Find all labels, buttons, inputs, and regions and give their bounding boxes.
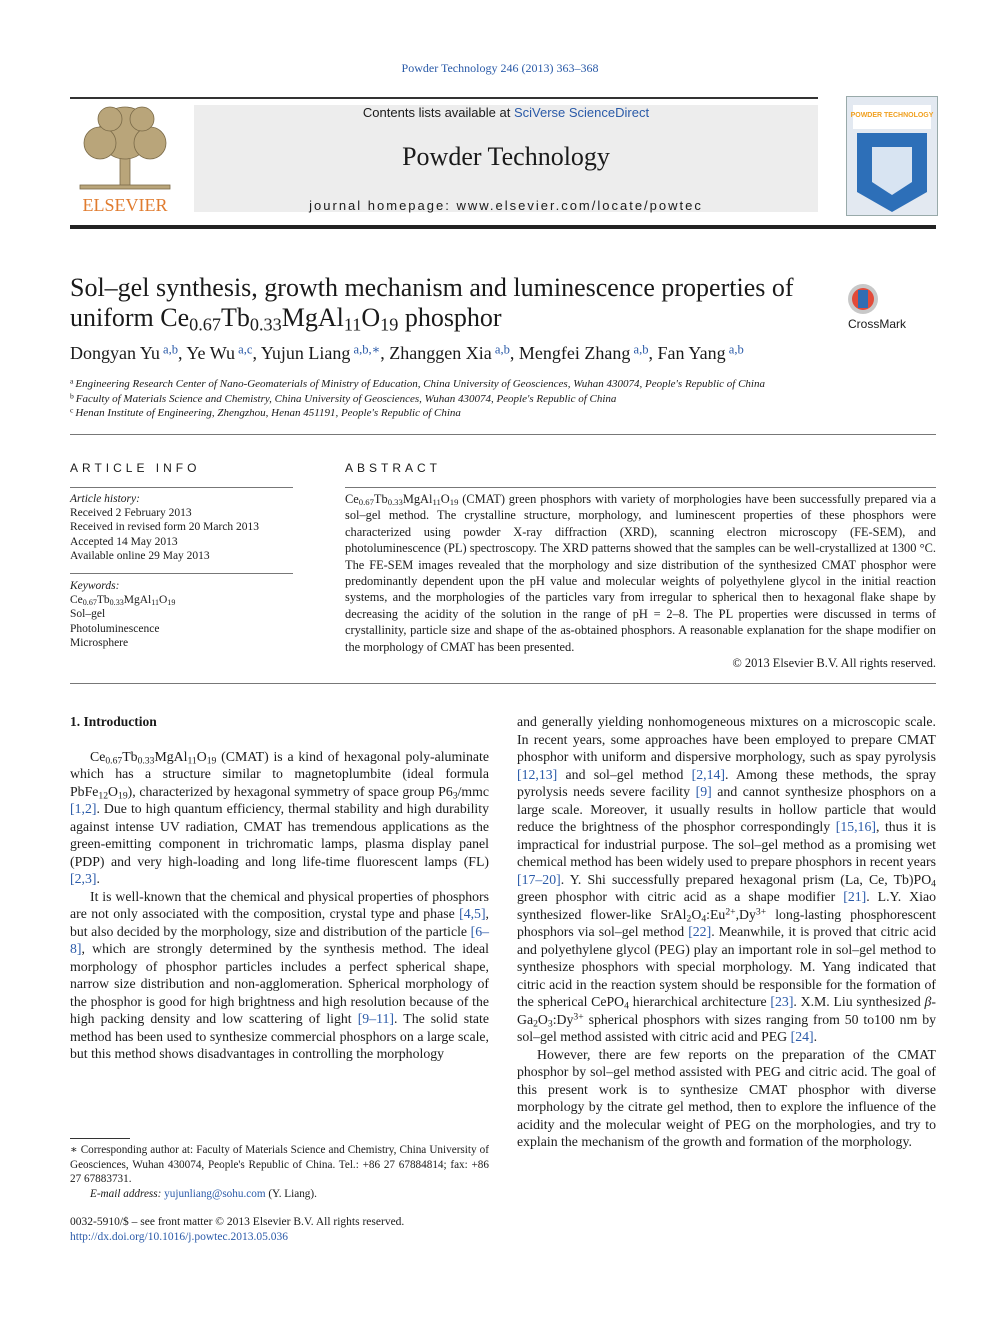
journal-header [70,97,818,215]
divider [70,683,936,684]
journal-homepage[interactable]: journal homepage: www.elsevier.com/locate/powtec [309,198,703,213]
affiliation-text: Engineering Research Center of Nano-Geomaterials of Ministry of Education, China University of Geosciences, Wuhan 430074, People's Republic of China [75,378,765,390]
author-name[interactable]: Fan Yang [657,343,726,363]
affiliation-item [70,406,765,421]
keywords-label: Keywords: [70,580,120,592]
svg-text:POWDER TECHNOLOGY: POWDER TECHNOLOGY [850,112,934,119]
citation-link[interactable]: [4,5] [459,906,486,921]
crossmark-badge[interactable]: CrossMark [846,282,938,316]
title-line-2: uniform $Ce_{0.67}Tb_{0.33}MgAl_{11}O_{19}$ phosphor [70,303,502,335]
paragraph: $Ce_{0.67}Tb_{0.33}MgAl_{11}O_{19}$ (CMAT) is a kind of hexagonal poly-aluminate which has a structure similar to magnetoplumbite (ideal formula $PbFe_{12}O_{19}$), characterized by hexagonal symmetry of space group $P6_3$/mmc [1,2]. Due to high quantum efficiency, thermal stability and high durability against intense UV radiation, CMAT has tremendous applications as the green-emitting component in trichromatic lamps, plasma display panel (PDP) and very high-loading and long life-time fluorescent lamps (FL) [2,3]. [70,748,489,886]
journal-cover-thumbnail [846,96,938,216]
keyword-item: $Ce_{0.67}Tb_{0.33}MgAl_{11}O_{19}$ [70,594,176,608]
issn-line: 0032-5910/$ – see front matter © 2013 Elsevier B.V. All rights reserved. [70,1216,405,1228]
citation-link[interactable]: [9] [695,784,712,799]
body-column-right [517,713,936,1151]
author-affiliation-mark[interactable]: a,b,∗ [350,342,381,357]
keyword-item: Sol–gel [70,608,106,621]
journal-cover-image [847,97,937,215]
issn-block [70,1215,404,1244]
affiliations [70,377,765,421]
header-bottom-rule [70,225,936,229]
svg-text:ELSEVIER: ELSEVIER [82,195,168,213]
affiliation-item [70,377,765,392]
citation-link[interactable]: [23] [770,994,794,1009]
affiliation-mark: c [70,405,76,415]
citation-link[interactable]: [2,14] [691,766,726,782]
footnote-text: ∗ Corresponding author at: Faculty of Materials Science and Chemistry, China University of Geosciences, Wuhan 430074, People's Republic of China. Tel.: +86 27 67884814; fax: +86 27 67883731. [70,1144,489,1185]
author-name[interactable]: Dongyan Yu [70,343,160,363]
footnote-email: E-mail address: yujunliang@sohu.com (Y. Liang). [90,1187,317,1200]
doi-link[interactable]: http://dx.doi.org/10.1016/j.powtec.2013.05.036 [70,1230,288,1243]
citation-link[interactable]: [24] [790,1029,814,1044]
author-name[interactable]: Zhanggen Xia [389,343,492,363]
section-title: 1. Introduction [70,714,157,729]
citation-link[interactable]: [17–20] [517,871,561,887]
elsevier-logo [70,103,180,213]
divider [70,573,293,574]
paragraph: However, there are few reports on the preparation of the CMAT phosphor by sol–gel method assisted with PEG and citric acid. The goal of this present work is to synthesize CMAT phosphor with diverse morphology by the citrate gel method, then to explore the influence of the acidity and the molecular weight of PEG on the morphologies, and try to explain the mechanism of the growth and formation of the morphology. [517,1046,936,1149]
author-list: Dongyan Yu $^{a,b}$, Ye Wu $^{a,c}$, Yujun Liang $^{a,b,∗}$, Zhanggen Xia $^{a,b}$, Mengfei Zhang $^{a,b}$, Fan Yang $^{a,b}$ [70,342,744,363]
citation-link[interactable]: [6–8] [70,923,489,956]
citation-link[interactable]: [2,3] [70,871,97,886]
footnote-rule [70,1138,130,1139]
citation-link[interactable]: [21] [843,889,867,904]
divider [70,487,293,488]
body-column-left [70,713,489,1063]
abstract-text: $Ce_{0.67}Tb_{0.33}MgAl_{11}O_{19}$ (CMAT) green phosphors with variety of morphologies have been successfully prepared via a sol–gel method. The crystalline structure, morphology, and luminescent properties of these phosphors were characterized using powder X-ray diffraction (XRD), scanning electron microscopy (FE-SEM), and photoluminescence (PL) spectroscopy. The XRD patterns showed that the samples can be well-crystallized at 1300 °C. The FE-SEM images revealed that the morphology and size distribution of the synthesized CMAT phosphor were predominantly dependent upon the pH value and molecular weights of polyethylene glycol in the initial reaction systems, and the morphologies of the particles vary from irregular to spherical then to hexagonal flake shape by decreasing the acidity of the solution in the range of pH = 2–8. The PL properties were discussed in terms of crystallinity, particle size and shape of the as-obtained phosphors. A reasonable explanation for the shape modifier on the morphology of CMAT has been presented. [345,492,936,654]
keyword-item: Photoluminescence [70,622,160,635]
history-online: Available online 29 May 2013 [70,549,210,562]
affiliation-text: Henan Institute of Engineering, Zhengzhou, Henan 451191, People's Republic of China [75,407,461,419]
affiliation-mark: a [70,376,76,386]
affiliation-mark: b [70,391,76,401]
affiliation-text: Faculty of Materials Science and Chemistry, China University of Geosciences, Wuhan 430074, People's Republic of China [75,392,617,405]
abstract-heading: ABSTRACT [345,461,442,475]
email-link[interactable]: yujunliang@sohu.com [164,1187,266,1200]
history-accepted: Accepted 14 May 2013 [70,535,178,548]
crossmark-icon [846,282,880,316]
author-name[interactable]: Mengfei Zhang [518,343,631,363]
author-affiliation-mark[interactable]: a,b [725,342,744,357]
article-history [70,492,259,563]
author-name[interactable]: Ye Wu [186,343,235,363]
citation-link[interactable]: [9–11] [357,1011,394,1026]
article-title [70,273,830,333]
paragraph: and generally yielding nonhomogeneous mixtures on a microscopic scale. In recent years, some approaches have been employed to prepare CMAT phosphor with uniform and dispersive morphology, such as spay pyrolysis [12,13] and sol–gel method [2,14]. Among these methods, the spray pyrolysis needs severe facility [9] and cannot synthesize phosphors on a large scale. Moreover, it usually results in hollow particle that would reduce the brightness of the phosphor correspondingly [15,16], thus it is impractical for industrial purpose. The sol–gel method as a promising wet chemical method has been widely used to prepare phosphors in recent years [17–20]. Y. Shi successfully prepared hexagonal prism (La, Ce, $Tb)PO_4$ green phosphor with citric acid as a shape modifier [21]. L.Y. Xiao synthesized flower-like $SrAl_2O_4:Eu^{2+},Dy^{3+}$ long-lasting phosphorescent phosphors via sol–gel method [22]. Meanwhile, it is proved that citric acid and polyethylene glycol (PEG) play an important role in sol–gel method to synthesize phosphors with special morphology. M. Yang indicated that citric acid in the reaction system should be responsible for the formation of the spherical CePO$_4$ hierarchical architecture [23]. X.M. Liu synthesized $\beta-Ga_2O_3:Dy^{3+}$ spherical phosphors with sizes ranging from 50 to100 nm by sol–gel method assisted with citric acid and PEG [24]. [517,714,937,1044]
author-affiliation-mark[interactable]: a,b [630,342,649,357]
keywords [70,579,175,650]
contents-line: Contents lists available at SciVerse ScienceDirect [362,105,650,120]
citation-link[interactable]: [12,13] [517,766,558,782]
citation-link[interactable]: [1,2] [70,801,97,816]
author-affiliation-mark[interactable]: a,b [159,342,179,357]
citation-link[interactable]: [22] [688,924,712,939]
journal-box [194,105,818,212]
sciencedirect-link[interactable]: SciVerse ScienceDirect [513,105,650,120]
history-revised: Received in revised form 20 March 2013 [70,521,260,534]
citation-link[interactable]: [15,16] [835,819,876,834]
title-line-1: Sol–gel synthesis, growth mechanism and luminescence properties of [70,273,794,302]
history-received: Received 2 February 2013 [70,507,192,520]
affiliation-item [70,392,765,407]
history-label: Article history: [70,493,140,505]
journal-name: Powder Technology [402,142,610,171]
author-name[interactable]: Yujun Liang [260,343,351,363]
paragraph: It is well-known that the chemical and physical properties of phosphors are not only associated with the composition, crystal type and phase [4,5], but also decided by the morphology, size and distribution of the particle [6–8], which are strongly determined by the synthesis method. The ideal morphology of phosphor particles includes a perfect spherical shape, narrow size distribution and non-agglomeration. Spherical morphology of the phosphor is good for high brightness and high resolution because of the high packing density and low scattering of light [9–11]. The solid state method has been used to synthesize commercial phosphors on a large scale, but this method shows disadvantages in controlling the morphology [70,888,489,1061]
copyright: © 2013 Elsevier B.V. All rights reserved. [732,656,936,671]
divider [70,434,936,435]
article-info-heading: ARTICLE INFO [70,461,201,475]
abstract-body [345,491,936,671]
header-top-rule [70,97,818,99]
author-affiliation-mark[interactable]: a,b [491,342,510,357]
journal-citation[interactable]: Powder Technology 246 (2013) 363–368 [401,61,599,75]
corresponding-author-footnote [70,1143,489,1201]
author-affiliation-mark[interactable]: a,c [235,342,253,357]
divider [345,487,936,488]
keyword-item: Microsphere [70,636,129,649]
